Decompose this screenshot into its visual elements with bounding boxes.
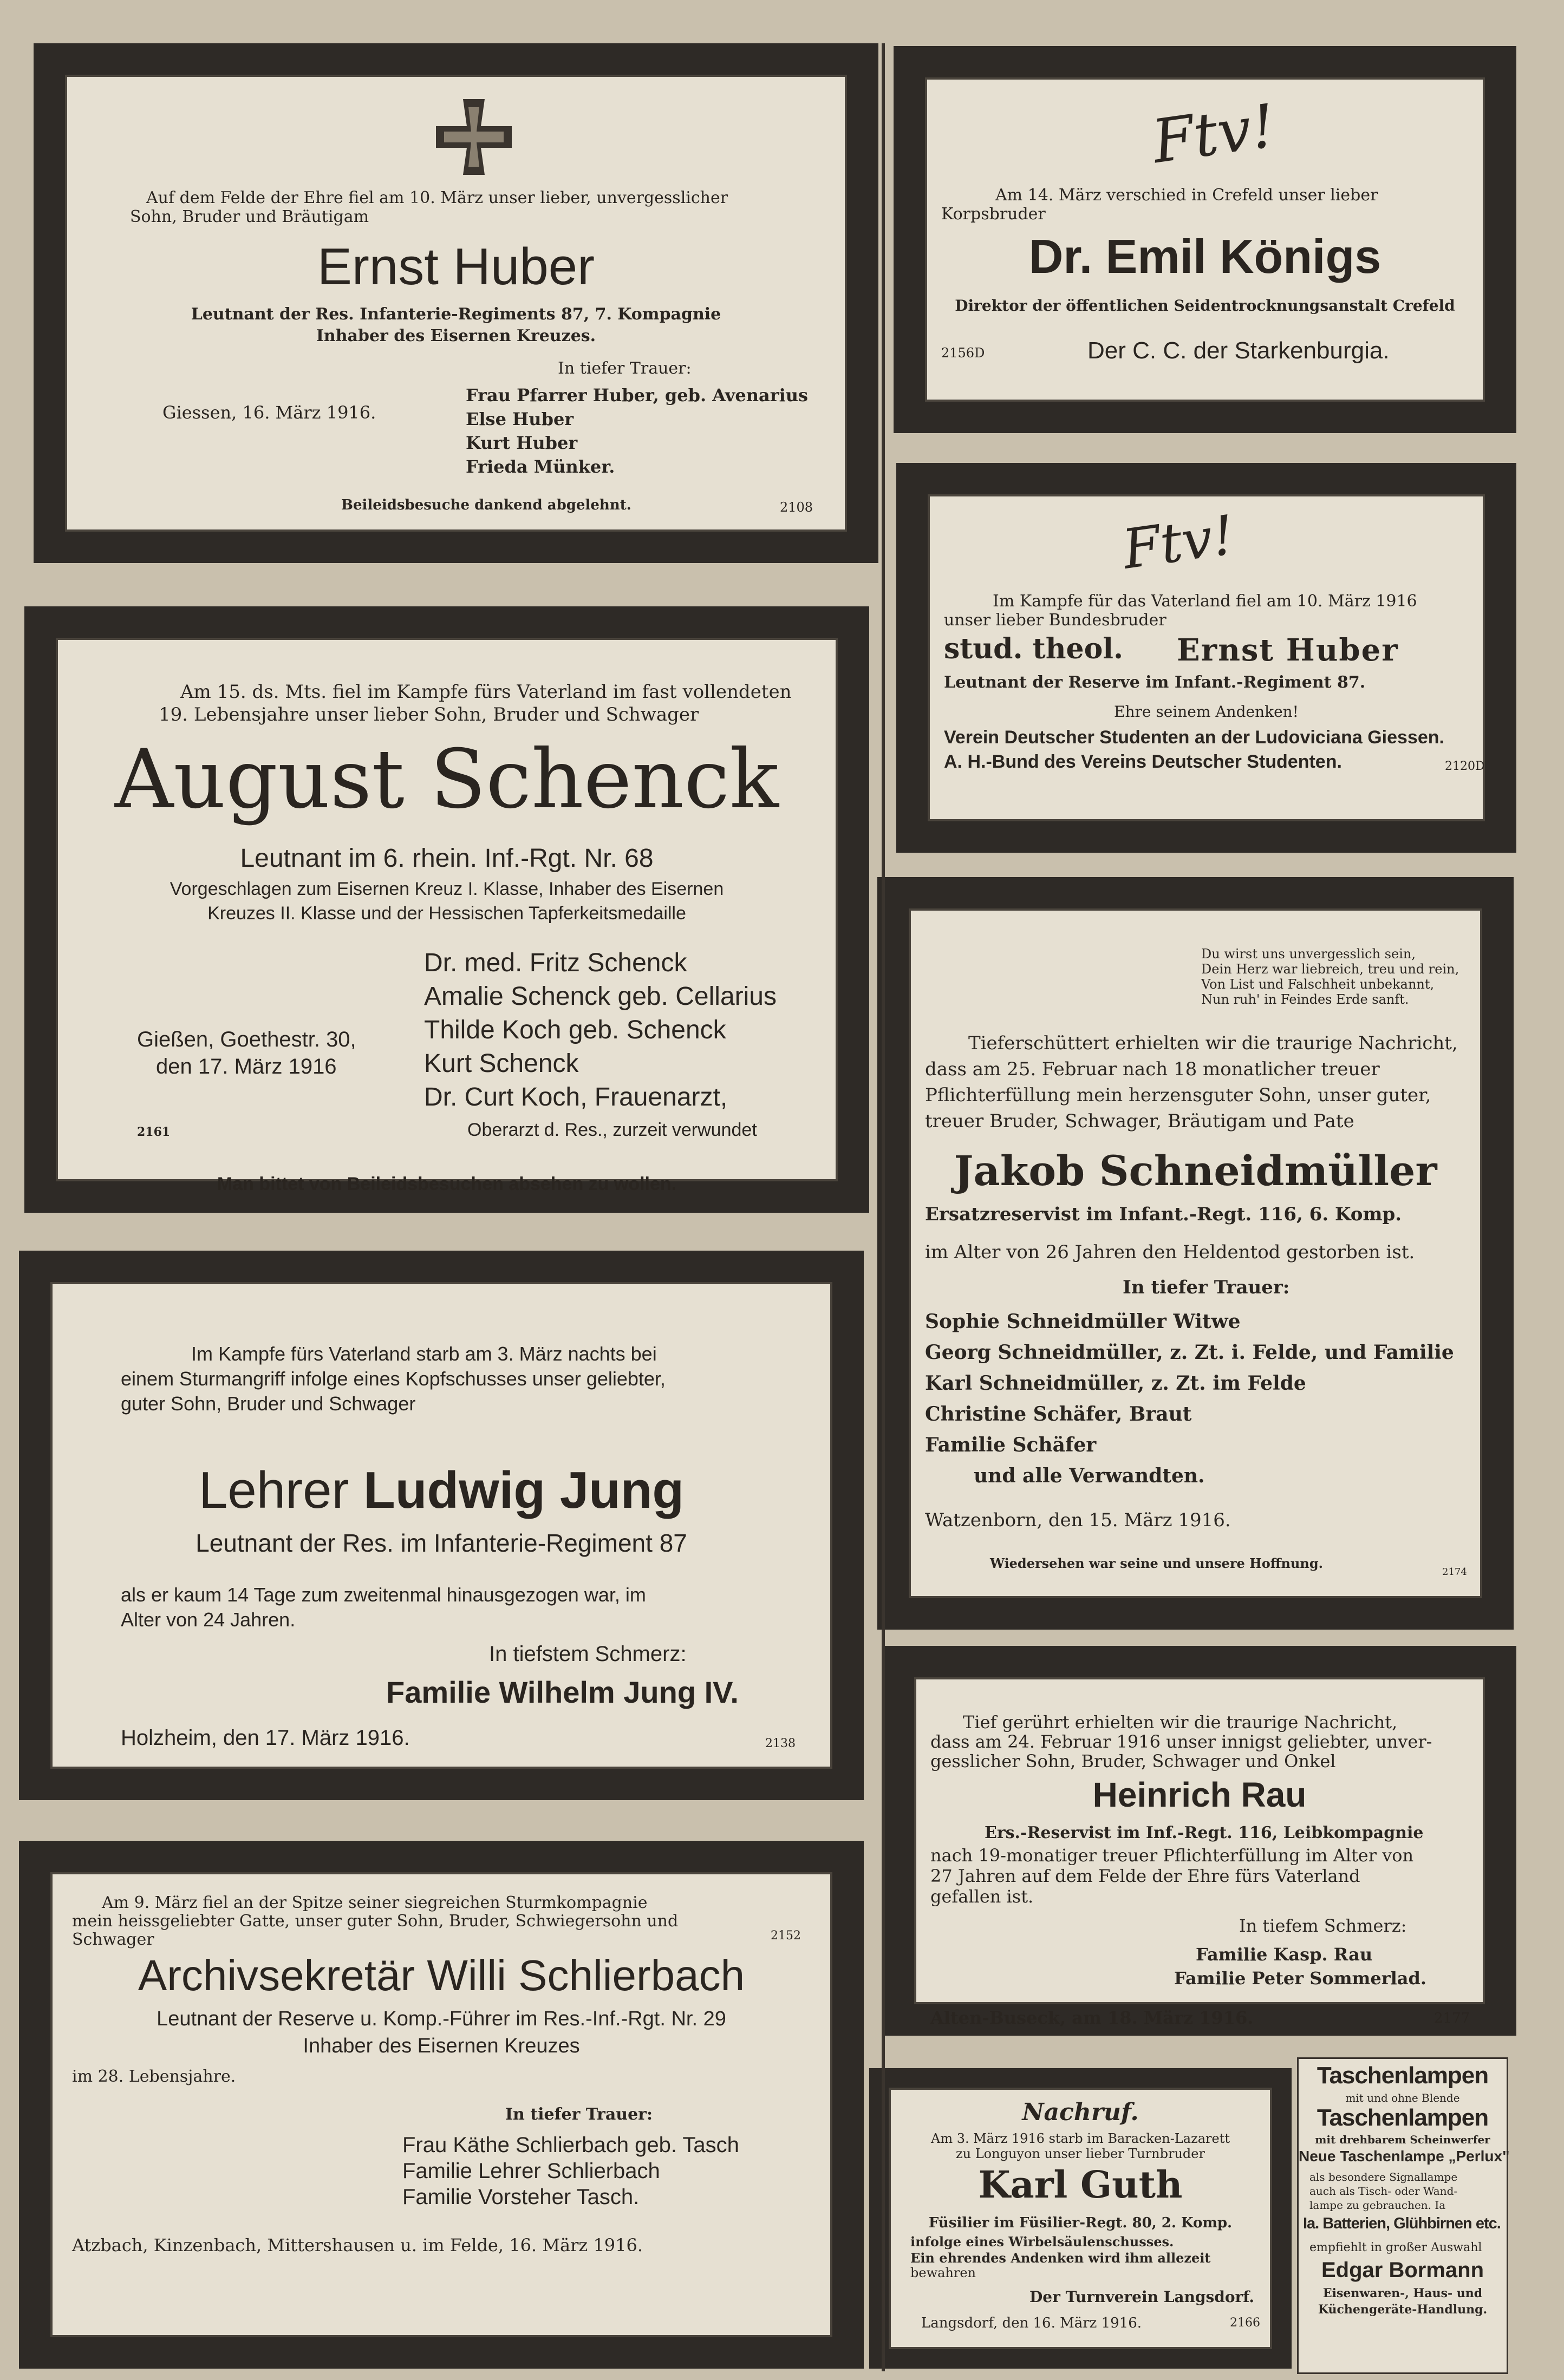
notice-willi-schlierbach [19,1841,864,2369]
family-name: Familie Wilhelm Jung IV. [386,1675,739,1709]
mourner: Familie Vorsteher Tasch. [402,2185,640,2209]
ad-code: 2174 [1442,1566,1467,1578]
mourner: Kurt Huber [466,433,578,453]
notice-emil-koenigs [894,46,1516,433]
mourner: Amalie Schenck geb. Cellarius [424,982,777,1011]
intro-text: treuer Bruder, Schwager, Bräutigam und Pate [925,1110,1354,1132]
mourner: Frieda Münker. [466,456,615,477]
name-prefix: Lehrer [198,1461,349,1519]
rank-text: Füsilier im Füsilier-Regt. 80, 2. Komp. [928,2215,1233,2231]
ad-code: 2152 [771,1929,801,1943]
intro-text: Schwager [72,1930,154,1949]
title-text: Direktor der öffentlichen Seidentrocknungsanstalt Crefeld [955,297,1455,315]
ad-text: Eisenwaren-, Haus- und [1322,2286,1483,2300]
honor-text: Ehre seinem Andenken! [1114,703,1299,721]
mourner: Dr. med. Fritz Schenck [424,949,687,977]
ad-text: als besondere Signallampe [1309,2170,1458,2183]
honor-text: Vorgeschlagen zum Eisernen Kreuz I. Klasse, Inhaber des Eisernen [170,879,724,899]
ad-text: Küchengeräte-Handlung. [1318,2303,1488,2317]
heading: Nachruf. [1022,2098,1139,2126]
fraternity-signet: Ftv! [1118,503,1239,581]
mourner: Familie Kasp. Rau [1196,1944,1373,1965]
intro-text: Tief gerührt erhielten wir die traurige Nachricht, [963,1712,1398,1732]
mourner: Sophie Schneidmüller Witwe [925,1310,1241,1333]
ad-headline: Taschenlampen [1317,2104,1489,2131]
honor-text: Kreuzes II. Klasse und der Hessischen Tapferkeitsmedaille [207,903,686,924]
ad-code: 2161 [137,1125,171,1139]
mourner: Familie Peter Sommerlad. [1174,1968,1427,1989]
notice-karl-guth [869,2068,1292,2369]
ad-code: 2120D [1445,760,1485,773]
rank-text: Ersatzreservist im Infant.-Regt. 116, 6. Komp. [925,1204,1402,1225]
intro-text: Im Kampfe fürs Vaterland starb am 3. März nachts bei [191,1343,657,1365]
deceased-name: Dr. Emil Königs [1028,230,1381,283]
mourner: Frau Pfarrer Huber, geb. Avenarius [466,385,809,406]
ad-headline: Taschenlampen [1317,2062,1489,2089]
rank-text: Leutnant der Res. Infanterie-Regiments 87, 7. Kompagnie [191,305,721,324]
deceased-name: Ernst Huber [317,238,595,296]
intro-text: Am 9. März fiel an der Spitze seiner siegreichen Sturmkompagnie [102,1893,648,1912]
ad-code: 2108 [780,500,813,515]
intro-text: 19. Lebensjahre unser lieber Sohn, Bruder und Schwager [159,704,699,725]
cause-text: bewahren [910,2265,976,2280]
signature: A. H.-Bund des Vereins Deutscher Studenten. [944,751,1342,772]
intro-text: mein heissgeliebter Gatte, unser guter Sohn, Bruder, Schwiegersohn und [72,1912,679,1931]
intro-text: Pflichterfüllung mein herzensguter Sohn, unser guter, [925,1084,1431,1106]
place-date: Alten-Buseck, am 18. März 1916. [930,2008,1254,2028]
detail-text: gefallen ist. [930,1886,1034,1907]
notice-ernst-huber [34,43,878,563]
intro-text: Am 14. März verschied in Crefeld unser lieber [995,186,1378,205]
mourner-note: Oberarzt d. Res., zurzeit verwundet [467,1120,757,1140]
age-text: im 28. Lebensjahre. [72,2067,236,2086]
ad-edgar-bormann [1297,2057,1508,2374]
detail-text: Alter von 24 Jahren. [121,1609,296,1631]
rank-text: Leutnant der Reserve im Infant.-Regiment 87. [944,673,1366,692]
mourner: Karl Schneidmüller, z. Zt. im Felde [925,1372,1306,1395]
iron-cross-icon [433,96,514,178]
deceased-name: Heinrich Rau [1092,1775,1307,1814]
intro-text: dass am 25. Februar nach 18 monatlicher treuer [925,1058,1380,1080]
verse-line: Nun ruh' in Feindes Erde sanft. [1201,992,1409,1007]
verse-line: Dein Herz war liebreich, treu und rein, [1201,962,1459,977]
honor-text: Inhaber des Eisernen Kreuzes [303,2035,580,2057]
verse-line: Von List und Falschheit unbekannt, [1201,977,1435,992]
deceased-name: Karl Guth [978,2163,1183,2207]
place-date: Giessen, 16. März 1916. [162,402,376,423]
fraternity-signet: Ftv! [1148,90,1280,177]
intro-text: Am 15. ds. Mts. fiel im Kampfe fürs Vaterland im fast vollendeten [180,681,792,703]
column-rule [882,43,885,2371]
footer-text: Beileidsbesuche dankend abgelehnt. [341,497,631,513]
notice-huber-vds [896,463,1516,853]
ad-code: 2166 [1230,2316,1260,2330]
ad-text: lampe zu gebrauchen. Ia [1309,2199,1446,2212]
deceased-name: Ludwig Jung [363,1461,685,1519]
intro-text: Korpsbruder [941,205,1046,224]
deceased-name: Archivsekretär Willi Schlierbach [138,1951,745,1999]
place-date: Holzheim, den 17. März 1916. [121,1726,410,1750]
mourning-label: In tiefer Trauer: [505,2105,653,2124]
mourner: Christine Schäfer, Braut [925,1403,1192,1426]
intro-text: Im Kampfe für das Vaterland fiel am 10. März 1916 [993,592,1417,611]
deceased-name: Ernst Huber [1177,632,1399,668]
detail-text: nach 19-monatiger treuer Pflichterfüllung im Alter von [930,1845,1414,1866]
place-text: Gießen, Goethestr. 30, [137,1028,356,1051]
detail-text: 27 Jahren auf dem Felde der Ehre fürs Vaterland [930,1866,1360,1886]
ad-company-name: Edgar Bormann [1321,2258,1484,2282]
mourner: Else Huber [466,409,574,429]
intro-text: einem Sturmangriff infolge eines Kopfschusses unser geliebter, [121,1368,666,1390]
notice-august-schenck [24,606,869,1213]
ad-text: Neue Taschenlampe „Perlux" [1299,2148,1510,2165]
mourner: und alle Verwandten. [974,1464,1205,1487]
honor-text: Inhaber des Eisernen Kreuzes. [316,326,596,345]
ad-headline: Ia. Batterien, Glühbirnen etc. [1303,2215,1501,2232]
deceased-name: Jakob Schneidmüller [954,1147,1437,1195]
mourning-label: In tiefer Trauer: [1123,1277,1290,1298]
rank-text: Leutnant im 6. rhein. Inf.-Rgt. Nr. 68 [240,844,654,873]
ad-text: mit und ohne Blende [1345,2091,1460,2104]
deceased-name: August Schenck [114,733,779,827]
ad-text: empfiehlt in großer Auswahl [1309,2241,1482,2254]
rank-text: Leutnant der Res. im Infanterie-Regiment 87 [196,1529,687,1557]
signature: Der C. C. der Starkenburgia. [1087,337,1390,364]
mourner: Georg Schneidmüller, z. Zt. i. Felde, und Familie [925,1341,1454,1364]
date-text: den 17. März 1916 [156,1055,337,1078]
mourning-label: In tiefem Schmerz: [1239,1915,1407,1936]
place-date: Atzbach, Kinzenbach, Mittershausen u. im Felde, 16. März 1916. [72,2235,643,2255]
verse-line: Du wirst uns unvergesslich sein, [1201,946,1416,962]
intro-text: Am 3. März 1916 starb im Baracken-Lazarett [930,2131,1230,2146]
name-prefix: stud. theol. [944,632,1124,665]
mourner: Frau Käthe Schlierbach geb. Tasch [402,2133,739,2157]
death-text: im Alter von 26 Jahren den Heldentod gestorben ist. [925,1241,1415,1263]
mourner: Thilde Koch geb. Schenck [424,1016,726,1044]
mourning-label: In tiefer Trauer: [558,359,692,378]
notice-heinrich-rau [883,1646,1516,2036]
intro-text: Sohn, Bruder und Bräutigam [130,207,369,226]
intro-text: Auf dem Felde der Ehre fiel am 10. März unser lieber, unvergesslicher [146,188,728,207]
intro-text: gesslicher Sohn, Bruder, Schwager und Onkel [930,1751,1336,1771]
footer-text: Wiedersehen war seine und unsere Hoffnung. [990,1555,1323,1571]
signature: Der Turnverein Langsdorf. [1029,2288,1255,2306]
ad-text: auch als Tisch- oder Wand- [1309,2185,1458,2198]
detail-text: als er kaum 14 Tage zum zweitenmal hinausgezogen war, im [121,1584,646,1606]
place-date: Watzenborn, den 15. März 1916. [925,1509,1231,1531]
mourning-label: In tiefstem Schmerz: [489,1642,687,1666]
ad-code: 2156D [941,345,985,361]
intro-text: dass am 24. Februar 1916 unser innigst geliebter, unver- [930,1731,1432,1752]
ad-code: 2177 [1434,2010,1470,2026]
intro-text: zu Longuyon unser lieber Turnbruder [956,2146,1205,2161]
cause-text: Ein ehrendes Andenken wird ihm allezeit [910,2250,1211,2266]
intro-text: Tieferschüttert erhielten wir die traurige Nachricht, [968,1032,1458,1054]
ad-text: mit drehbarem Scheinwerfer [1315,2133,1490,2146]
footer-text: Man bittet von Beileidsbesuchen absehen zu wollen. [217,1174,677,1194]
cause-text: infolge eines Wirbelsäulenschusses. [910,2234,1174,2250]
signature: Verein Deutscher Studenten an der Ludoviciana Giessen. [944,727,1444,748]
notice-ludwig-jung [19,1251,864,1800]
ad-code: 2138 [765,1737,796,1750]
mourner: Kurt Schenck [424,1049,579,1078]
intro-text: unser lieber Bundesbruder [944,611,1167,630]
notice-jakob-schneidmueller [877,877,1514,1630]
intro-text: guter Sohn, Bruder und Schwager [121,1392,416,1415]
mourner: Familie Schäfer [925,1434,1097,1456]
mourner: Dr. Curt Koch, Frauenarzt, [424,1083,728,1111]
place-date: Langsdorf, den 16. März 1916. [921,2315,1142,2331]
mourner: Familie Lehrer Schlierbach [402,2159,660,2183]
rank-text: Ers.-Reservist im Inf.-Regt. 116, Leibkompagnie [985,1823,1424,1842]
rank-text: Leutnant der Reserve u. Komp.-Führer im Res.-Inf.-Rgt. Nr. 29 [157,2008,726,2030]
